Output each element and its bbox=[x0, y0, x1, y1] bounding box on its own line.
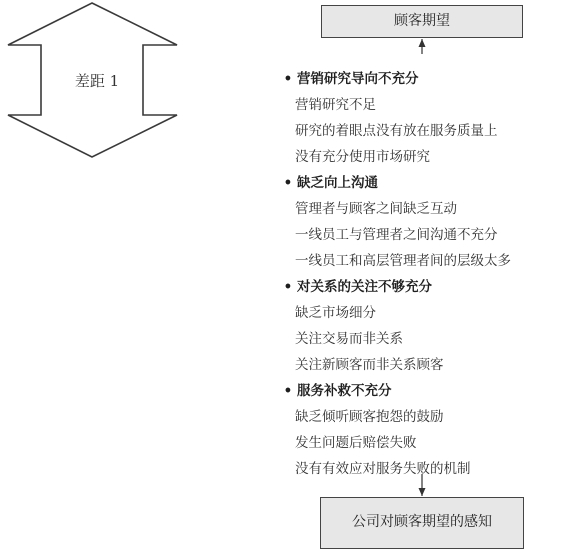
list-item: 没有充分使用市场研究 bbox=[295, 149, 430, 165]
section-heading bbox=[283, 274, 566, 300]
list-item: 关注交易而非关系 bbox=[295, 331, 403, 347]
bullet-icon: • bbox=[283, 279, 293, 295]
section-heading bbox=[283, 66, 566, 92]
section-heading bbox=[283, 170, 566, 196]
list-item: 缺乏市场细分 bbox=[295, 305, 376, 321]
gap-label: 差距 1 bbox=[74, 72, 120, 90]
bullet-icon: • bbox=[283, 383, 293, 399]
connector-arrowhead-up bbox=[419, 39, 426, 47]
list-item: 缺乏倾听顾客抱怨的鼓励 bbox=[295, 409, 444, 425]
bullet-icon: • bbox=[283, 175, 293, 191]
connector-arrowhead-down bbox=[419, 488, 426, 496]
list-item: 一线员工和高层管理者间的层级太多 bbox=[295, 253, 511, 269]
company-perception-box: 公司对顾客期望的感知 bbox=[320, 497, 524, 549]
bullet-icon: • bbox=[283, 71, 293, 87]
section-heading-text: 营销研究导向不充分 bbox=[297, 71, 419, 87]
customer-expectations-box: 顾客期望 bbox=[321, 5, 523, 38]
list-item: 营销研究不足 bbox=[295, 97, 376, 113]
list-item: 发生问题后赔偿失败 bbox=[295, 435, 417, 451]
section-heading-text: 对关系的关注不够充分 bbox=[297, 279, 432, 295]
list-item: 一线员工与管理者之间沟通不充分 bbox=[295, 227, 498, 243]
list-item: 关注新顾客而非关系顾客 bbox=[295, 357, 444, 373]
list-item: 管理者与顾客之间缺乏互动 bbox=[295, 201, 457, 217]
section-heading-text: 服务补救不充分 bbox=[297, 383, 392, 399]
list-item: 研究的着眼点没有放在服务质量上 bbox=[295, 123, 498, 139]
section-heading-text: 缺乏向上沟通 bbox=[297, 175, 378, 191]
causes-list bbox=[283, 66, 566, 482]
list-item: 没有有效应对服务失败的机制 bbox=[295, 461, 471, 477]
section-heading bbox=[283, 378, 566, 404]
